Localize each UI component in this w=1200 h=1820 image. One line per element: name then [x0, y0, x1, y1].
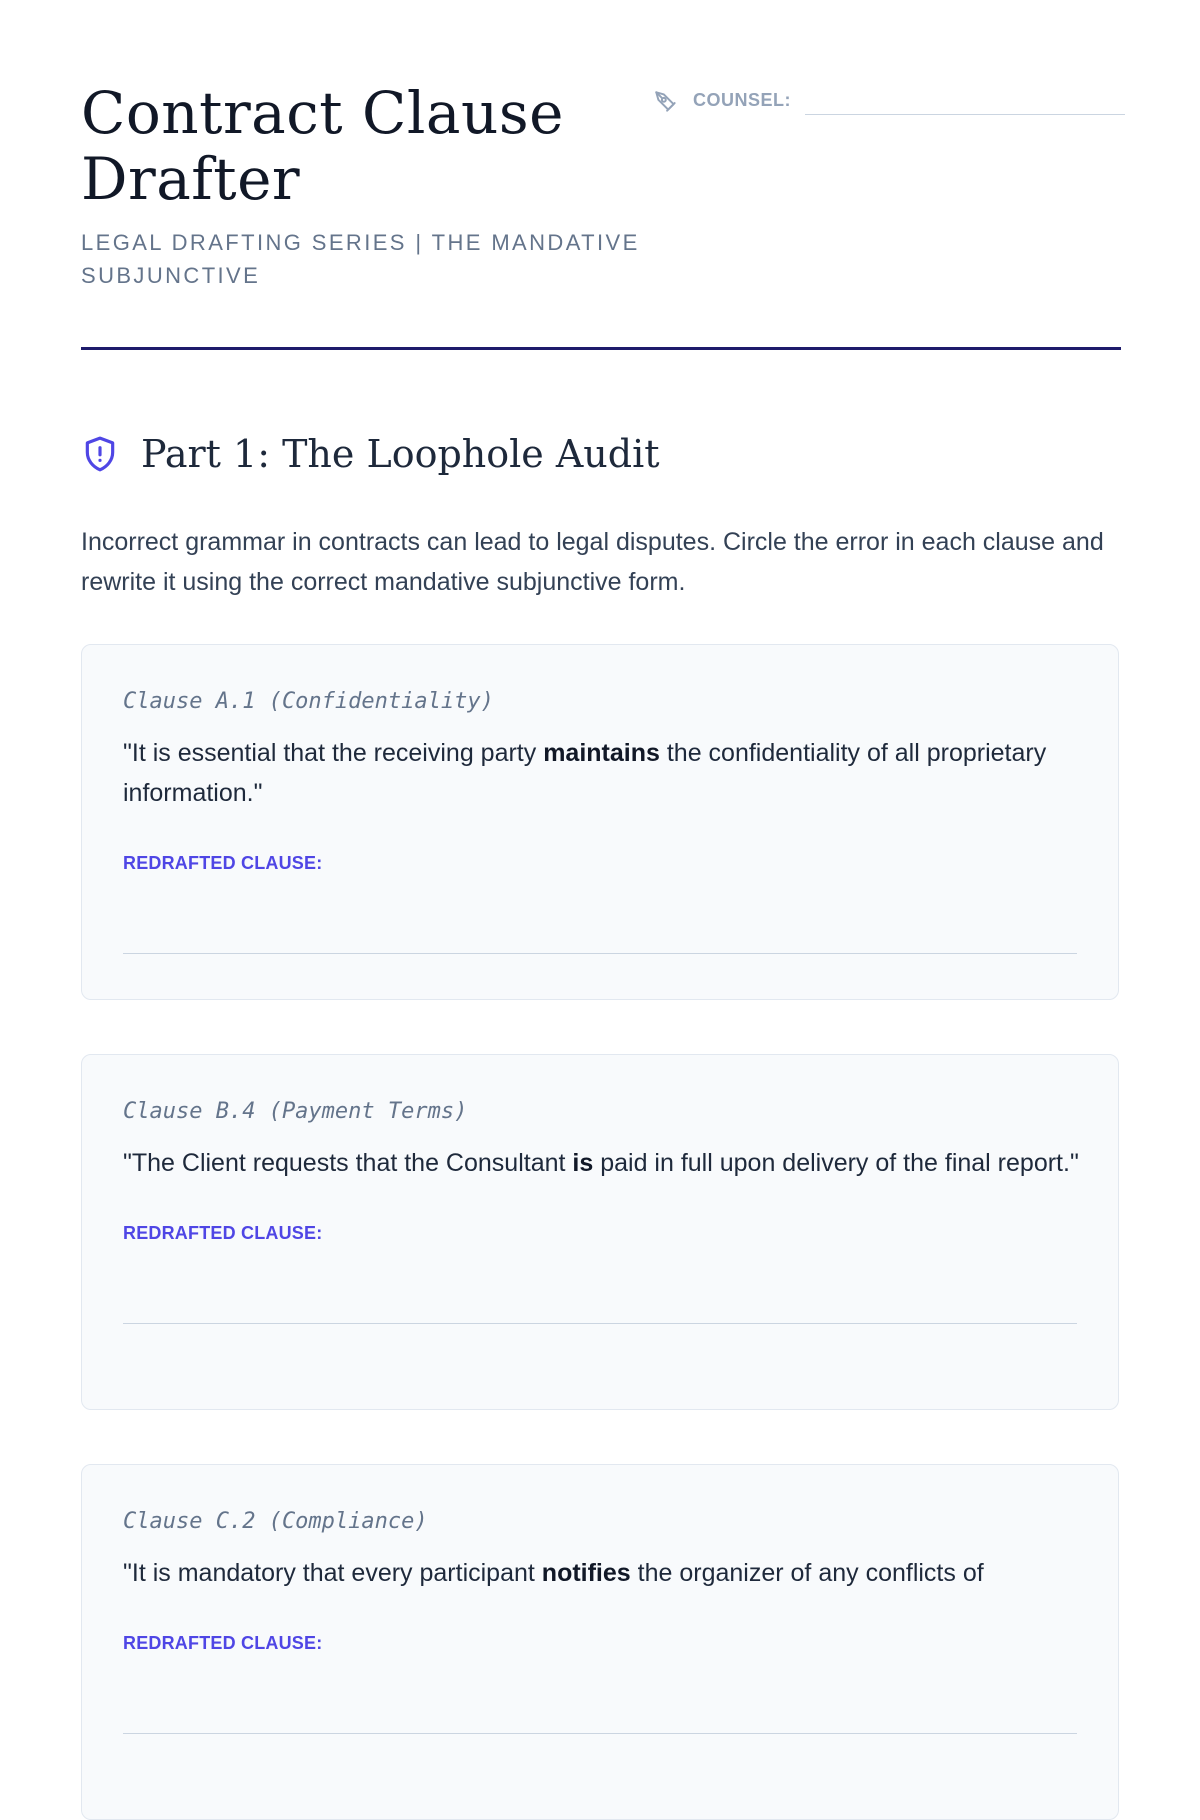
clause-text-before: "It is essential that the receiving party — [123, 739, 544, 767]
clause-error-word[interactable]: maintains — [543, 739, 660, 767]
redraft-label: REDRAFTED CLAUSE: — [123, 1223, 323, 1243]
clause-text — [123, 733, 1083, 813]
counsel-label: COUNSEL: — [693, 90, 791, 110]
clause-label: Clause B.4 (Payment Terms) — [123, 1099, 468, 1124]
counsel-input[interactable] — [805, 86, 1125, 115]
redraft-answer-line[interactable] — [123, 953, 1077, 954]
redraft-answer-line[interactable] — [123, 1733, 1077, 1734]
signature-pen-icon — [653, 89, 679, 115]
redraft-answer-line[interactable] — [123, 1323, 1077, 1324]
section-title: Part 1: The Loophole Audit — [141, 432, 660, 476]
clause-label: Clause C.2 (Compliance) — [123, 1509, 428, 1534]
redraft-label: REDRAFTED CLAUSE: — [123, 853, 323, 873]
clause-text-after: the organizer of any conflicts of — [630, 1559, 984, 1587]
page-subtitle: LEGAL DRAFTING SERIES | THE MANDATIVE SUBJUNCTIVE — [81, 230, 640, 288]
clause-card — [81, 1054, 1119, 1410]
clause-card — [81, 644, 1119, 1000]
counsel-field — [653, 86, 1125, 115]
clause-text-after: paid in full upon delivery of the final report." — [593, 1149, 1079, 1177]
clause-card — [81, 1464, 1119, 1820]
page-title: Contract Clause Drafter — [81, 79, 564, 213]
clause-label: Clause A.1 (Confidentiality) — [123, 689, 494, 714]
clause-text — [123, 1143, 1083, 1183]
shield-alert-icon — [81, 434, 119, 474]
section-instructions: Incorrect grammar in contracts can lead to legal disputes. Circle the error in each clause and rewrite it using the correct mandative subjunctive form. — [81, 528, 1104, 596]
redraft-label: REDRAFTED CLAUSE: — [123, 1633, 323, 1653]
clause-text-after: the confidentiality of all proprietary information." — [123, 739, 1047, 807]
clause-error-word[interactable]: is — [572, 1149, 594, 1177]
clause-text-before: "The Client requests that the Consultant — [123, 1149, 573, 1177]
clause-text-before: "It is mandatory that every participant — [123, 1559, 542, 1587]
title-block — [81, 80, 641, 292]
clause-text — [123, 1553, 1083, 1593]
header-divider — [81, 347, 1121, 350]
clause-error-word[interactable]: notifies — [541, 1559, 631, 1587]
section-heading — [81, 430, 660, 478]
